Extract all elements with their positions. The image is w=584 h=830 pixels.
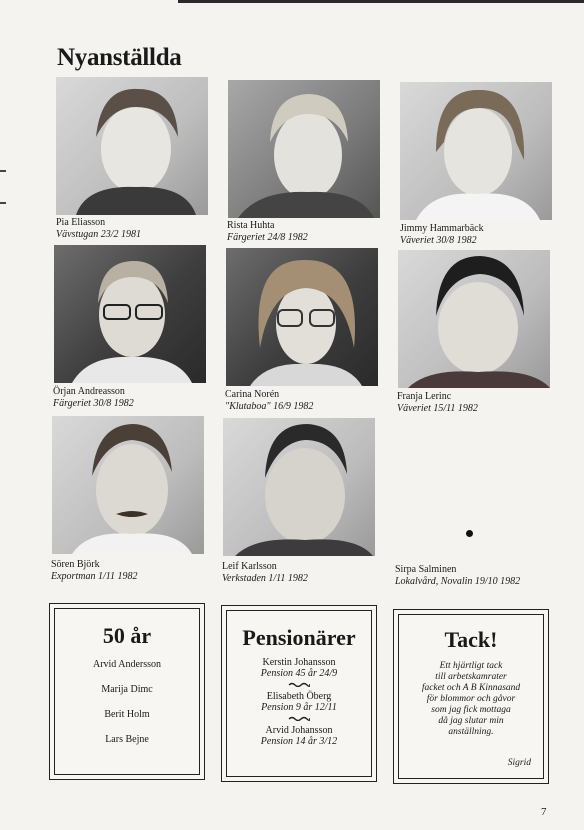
person-info: Väveriet 15/11 1982: [397, 403, 478, 414]
pensioner-name: Elisabeth Öberg: [266, 691, 332, 702]
pensioner-detail: Pension 14 år 3/12: [260, 736, 338, 747]
portrait-photo: [223, 418, 375, 556]
person-name: Örjan Andreasson: [53, 386, 125, 397]
thanks-line: anställning.: [448, 727, 494, 737]
person-name: Sören Björk: [51, 559, 100, 570]
top-rule: [178, 0, 584, 3]
edge-mark: [0, 202, 6, 204]
page-number: 7: [541, 806, 547, 818]
person-info: Färgeriet 24/8 1982: [227, 232, 308, 243]
person-info: Verkstaden 1/11 1982: [222, 573, 308, 584]
person-info: Exportman 1/11 1982: [51, 571, 138, 582]
person-caption: [227, 220, 308, 244]
person-caption: [53, 386, 134, 410]
thanks-line: facket och A B Kinnasand: [421, 683, 521, 693]
thanks-line: för blommor och gåvor: [426, 694, 516, 704]
person-info: "Klutaboa" 16/9 1982: [225, 401, 314, 412]
birthday-title: 50 år: [102, 623, 152, 648]
person-name: Carina Norén: [225, 389, 280, 400]
birthday-name: Marija Dimc: [101, 684, 153, 695]
thanks-title: Tack!: [444, 627, 498, 652]
person-name: Rista Huhta: [227, 220, 275, 231]
pensioner-name: Arvid Johansson: [265, 725, 333, 736]
birthday-box: [49, 603, 205, 780]
page-title: Nyanställda: [57, 44, 182, 71]
thanks-line: då jag slutar min: [438, 716, 504, 726]
person-info: Lokalvård, Novalin 19/10 1982: [395, 576, 521, 587]
birthday-name: Arvid Andersson: [92, 659, 162, 670]
person-caption: [222, 561, 308, 585]
person-name: Jimmy Hammarbäck: [400, 223, 484, 234]
portrait-photo: [52, 416, 204, 554]
portrait-photo: [400, 82, 552, 220]
thanks-line: som jag fick mottaga: [431, 705, 511, 715]
person-name: Leif Karlsson: [222, 561, 277, 572]
birthday-name: Lars Bejne: [105, 734, 149, 745]
bullet-dot: [466, 530, 473, 537]
person-name: Pia Eliasson: [56, 217, 106, 228]
person-name: Franja Lerinc: [397, 391, 452, 402]
pensioner-detail: Pension 45 år 24/9: [260, 668, 338, 679]
person-caption: [51, 559, 137, 583]
divider-squiggle: [288, 682, 310, 687]
edge-mark: [0, 170, 6, 172]
thanks-line: Ett hjärtligt tack: [439, 661, 503, 671]
thanks-box-frame: [398, 614, 544, 779]
birthday-name: Berit Holm: [104, 709, 150, 720]
pensioner-name: Kerstin Johansson: [262, 657, 336, 668]
birthday-box-frame: [54, 608, 200, 775]
thanks-box: [393, 609, 549, 784]
pensioners-title: Pensionärer: [242, 625, 356, 650]
person-caption: [397, 391, 478, 415]
portrait-photo: [398, 250, 550, 388]
pensioners-box-frame: [226, 610, 372, 777]
person-caption: [395, 564, 520, 588]
person-caption: [400, 223, 484, 247]
thanks-signature: Sigrid: [507, 758, 531, 768]
person-name: Sirpa Salminen: [395, 564, 457, 575]
portrait-photo: [226, 248, 378, 386]
portrait-photo: [56, 77, 208, 215]
divider-squiggle: [288, 716, 310, 721]
thanks-message: [399, 661, 543, 738]
person-info: Vävstugan 23/2 1981: [56, 229, 141, 240]
person-info: Väveriet 30/8 1982: [400, 235, 477, 246]
pensioner-detail: Pension 9 år 12/11: [261, 702, 337, 713]
person-info: Färgeriet 30/8 1982: [53, 398, 134, 409]
person-caption: [56, 217, 141, 241]
pensioners-box: [221, 605, 377, 782]
portrait-photo: [228, 80, 380, 218]
portrait-photo: [54, 245, 206, 383]
person-caption: [225, 389, 313, 413]
thanks-line: till arbetskamrater: [435, 672, 507, 682]
